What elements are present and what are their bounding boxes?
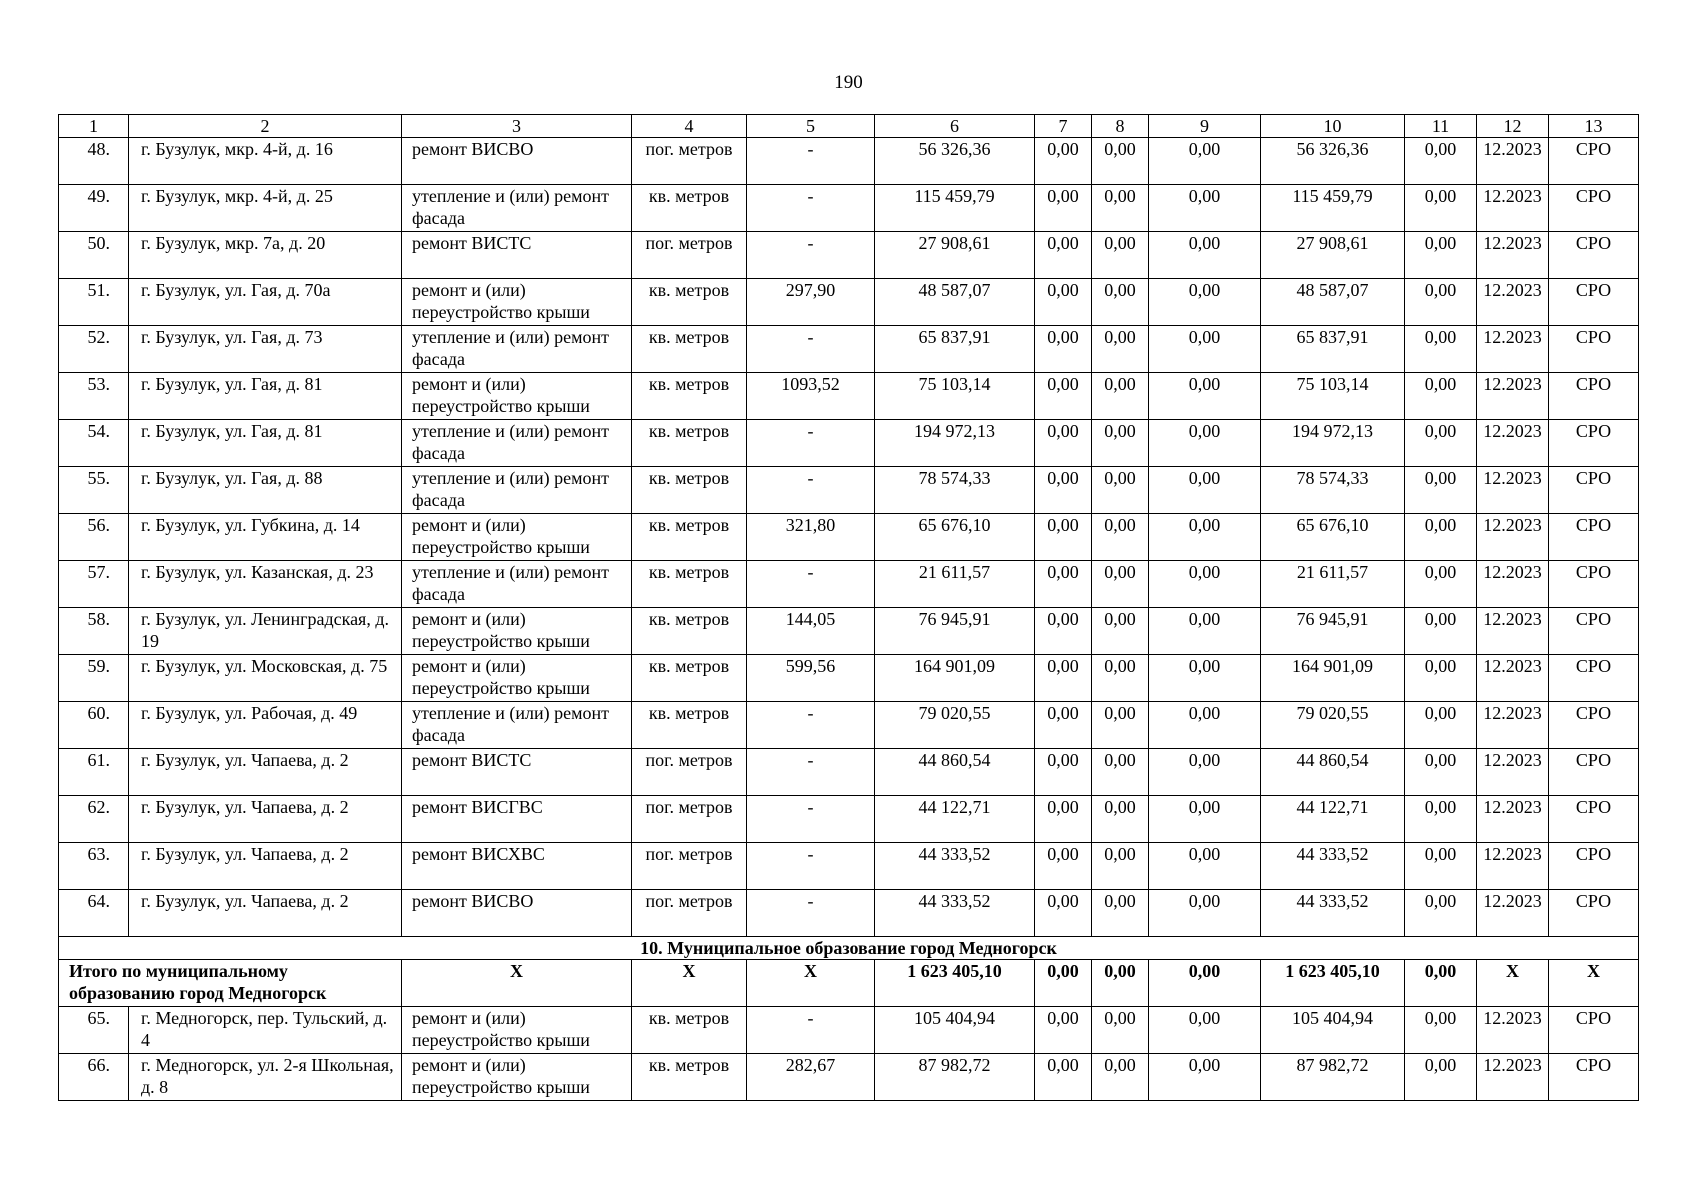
table-cell-c9: 0,00 (1149, 1054, 1261, 1101)
table-cell-n: 64. (59, 890, 129, 937)
table-cell-work: утепление и (или) ремонт фасада (402, 185, 632, 232)
table-cell-work: ремонт ВИСТС (402, 232, 632, 279)
table-cell-c10: 105 404,94 (1261, 1007, 1405, 1054)
table-cell-unit: кв. метров (632, 655, 747, 702)
table-cell-addr: г. Бузулук, ул. Губкина, д. 14 (129, 514, 402, 561)
table-cell-c13: СРО (1549, 608, 1639, 655)
table-cell-area: - (747, 1007, 875, 1054)
table-cell-c7: 0,00 (1035, 326, 1092, 373)
table-cell-unit: пог. метров (632, 796, 747, 843)
table-cell-c8: 0,00 (1092, 514, 1149, 561)
table-cell-c6: 21 611,57 (875, 561, 1035, 608)
table-cell-c10: 48 587,07 (1261, 279, 1405, 326)
table-cell-n: 51. (59, 279, 129, 326)
table-cell-addr: г. Бузулук, ул. Казанская, д. 23 (129, 561, 402, 608)
table-cell-c7: 0,00 (1035, 420, 1092, 467)
table-row (59, 1054, 1639, 1101)
table-cell-c9: 0,00 (1149, 420, 1261, 467)
column-header: 11 (1405, 115, 1477, 138)
table-cell-work: утепление и (или) ремонт фасада (402, 420, 632, 467)
table-cell-c9: 0,00 (1149, 608, 1261, 655)
table-cell-c8: 0,00 (1092, 561, 1149, 608)
table-cell-area: - (747, 467, 875, 514)
table-cell-c10: 194 972,13 (1261, 420, 1405, 467)
table-cell-area: - (747, 749, 875, 796)
table-cell-c10: 21 611,57 (1261, 561, 1405, 608)
table-cell-work: ремонт и (или) переустройство крыши (402, 279, 632, 326)
table-cell-work: ремонт и (или) переустройство крыши (402, 655, 632, 702)
table-cell-c8: 0,00 (1092, 326, 1149, 373)
total-cell-c3: X (402, 960, 632, 1007)
table-cell-c13: СРО (1549, 185, 1639, 232)
column-header: 12 (1477, 115, 1549, 138)
table-cell-c10: 27 908,61 (1261, 232, 1405, 279)
table-cell-n: 53. (59, 373, 129, 420)
table-cell-c13: СРО (1549, 1007, 1639, 1054)
column-header: 6 (875, 115, 1035, 138)
table-cell-c12: 12.2023 (1477, 232, 1549, 279)
table-cell-c11: 0,00 (1405, 326, 1477, 373)
table-cell-c6: 48 587,07 (875, 279, 1035, 326)
table-cell-c9: 0,00 (1149, 702, 1261, 749)
table-cell-c7: 0,00 (1035, 749, 1092, 796)
table-cell-area: - (747, 185, 875, 232)
table-cell-c7: 0,00 (1035, 843, 1092, 890)
table-cell-c13: СРО (1549, 232, 1639, 279)
table-cell-c10: 75 103,14 (1261, 373, 1405, 420)
table-cell-c6: 87 982,72 (875, 1054, 1035, 1101)
table-cell-c11: 0,00 (1405, 514, 1477, 561)
table-cell-c7: 0,00 (1035, 373, 1092, 420)
table-row (59, 185, 1639, 232)
table-cell-c6: 164 901,09 (875, 655, 1035, 702)
table-cell-area: - (747, 326, 875, 373)
section-header-row (59, 937, 1639, 960)
table-cell-c6: 75 103,14 (875, 373, 1035, 420)
table-cell-c11: 0,00 (1405, 373, 1477, 420)
table-cell-c10: 65 837,91 (1261, 326, 1405, 373)
table-row (59, 514, 1639, 561)
table-cell-n: 61. (59, 749, 129, 796)
table-cell-c6: 76 945,91 (875, 608, 1035, 655)
table-cell-work: утепление и (или) ремонт фасада (402, 467, 632, 514)
table-cell-c11: 0,00 (1405, 232, 1477, 279)
table-cell-addr: г. Бузулук, мкр. 4-й, д. 25 (129, 185, 402, 232)
table-cell-work: ремонт ВИСГВС (402, 796, 632, 843)
table-cell-area: 282,67 (747, 1054, 875, 1101)
table-cell-c9: 0,00 (1149, 326, 1261, 373)
table-cell-c13: СРО (1549, 420, 1639, 467)
table-cell-c9: 0,00 (1149, 514, 1261, 561)
table-cell-n: 62. (59, 796, 129, 843)
table-cell-c11: 0,00 (1405, 1007, 1477, 1054)
table-row (59, 420, 1639, 467)
total-cell-c8: 0,00 (1092, 960, 1149, 1007)
table-cell-c12: 12.2023 (1477, 326, 1549, 373)
table-cell-area: - (747, 702, 875, 749)
table-cell-c9: 0,00 (1149, 843, 1261, 890)
table-cell-addr: г. Медногорск, ул. 2-я Школьная, д. 8 (129, 1054, 402, 1101)
table-cell-unit: пог. метров (632, 890, 747, 937)
table-cell-c7: 0,00 (1035, 702, 1092, 749)
table-cell-work: ремонт и (или) переустройство крыши (402, 608, 632, 655)
table-cell-unit: пог. метров (632, 232, 747, 279)
table-cell-c7: 0,00 (1035, 185, 1092, 232)
table-cell-c12: 12.2023 (1477, 373, 1549, 420)
table-row (59, 279, 1639, 326)
table-cell-c12: 12.2023 (1477, 1007, 1549, 1054)
table-cell-c13: СРО (1549, 467, 1639, 514)
table-cell-c7: 0,00 (1035, 1007, 1092, 1054)
table-cell-c6: 27 908,61 (875, 232, 1035, 279)
table-cell-c6: 78 574,33 (875, 467, 1035, 514)
table-cell-addr: г. Бузулук, мкр. 4-й, д. 16 (129, 138, 402, 185)
table-cell-c8: 0,00 (1092, 749, 1149, 796)
table-cell-c6: 65 837,91 (875, 326, 1035, 373)
table-cell-c9: 0,00 (1149, 138, 1261, 185)
table-cell-area: - (747, 138, 875, 185)
table-cell-c9: 0,00 (1149, 561, 1261, 608)
table-cell-n: 63. (59, 843, 129, 890)
table-cell-addr: г. Бузулук, ул. Гая, д. 81 (129, 420, 402, 467)
table-cell-c9: 0,00 (1149, 655, 1261, 702)
table-cell-addr: г. Бузулук, ул. Чапаева, д. 2 (129, 843, 402, 890)
column-header: 8 (1092, 115, 1149, 138)
table-cell-c7: 0,00 (1035, 232, 1092, 279)
table-cell-addr: г. Бузулук, ул. Гая, д. 73 (129, 326, 402, 373)
table-cell-c12: 12.2023 (1477, 890, 1549, 937)
table-row (59, 608, 1639, 655)
table-cell-c7: 0,00 (1035, 138, 1092, 185)
table-cell-c9: 0,00 (1149, 796, 1261, 843)
table-cell-c8: 0,00 (1092, 890, 1149, 937)
table-cell-unit: кв. метров (632, 561, 747, 608)
table-cell-c6: 44 122,71 (875, 796, 1035, 843)
table-cell-c6: 79 020,55 (875, 702, 1035, 749)
table-cell-c8: 0,00 (1092, 843, 1149, 890)
table-cell-work: ремонт и (или) переустройство крыши (402, 514, 632, 561)
table-cell-c6: 44 333,52 (875, 843, 1035, 890)
column-header: 7 (1035, 115, 1092, 138)
table-cell-unit: кв. метров (632, 608, 747, 655)
total-label: Итого по муниципальному образованию город Медногорск (59, 960, 402, 1007)
table-row (59, 326, 1639, 373)
table-cell-area: - (747, 843, 875, 890)
table-cell-unit: кв. метров (632, 420, 747, 467)
table-cell-c6: 44 860,54 (875, 749, 1035, 796)
table-cell-c11: 0,00 (1405, 749, 1477, 796)
table-cell-c13: СРО (1549, 702, 1639, 749)
table-cell-c8: 0,00 (1092, 138, 1149, 185)
column-header: 9 (1149, 115, 1261, 138)
table-cell-unit: кв. метров (632, 326, 747, 373)
table-cell-c6: 194 972,13 (875, 420, 1035, 467)
table-cell-c11: 0,00 (1405, 796, 1477, 843)
table-row (59, 467, 1639, 514)
table-cell-c11: 0,00 (1405, 279, 1477, 326)
page-number: 190 (834, 72, 863, 93)
table-cell-c7: 0,00 (1035, 514, 1092, 561)
table-cell-c11: 0,00 (1405, 1054, 1477, 1101)
total-row (59, 960, 1639, 1007)
table-cell-c8: 0,00 (1092, 232, 1149, 279)
table-cell-unit: кв. метров (632, 1054, 747, 1101)
table-cell-c10: 164 901,09 (1261, 655, 1405, 702)
table-cell-addr: г. Бузулук, ул. Московская, д. 75 (129, 655, 402, 702)
table-cell-c6: 65 676,10 (875, 514, 1035, 561)
table-cell-c12: 12.2023 (1477, 420, 1549, 467)
table-cell-c8: 0,00 (1092, 420, 1149, 467)
table-cell-c7: 0,00 (1035, 279, 1092, 326)
table-cell-c11: 0,00 (1405, 420, 1477, 467)
table-row (59, 843, 1639, 890)
table-cell-work: ремонт ВИСТС (402, 749, 632, 796)
table-cell-n: 52. (59, 326, 129, 373)
table-cell-n: 60. (59, 702, 129, 749)
table-cell-c7: 0,00 (1035, 655, 1092, 702)
table-cell-c12: 12.2023 (1477, 702, 1549, 749)
table-cell-c13: СРО (1549, 279, 1639, 326)
table-cell-c13: СРО (1549, 514, 1639, 561)
table-cell-unit: кв. метров (632, 702, 747, 749)
table-cell-c13: СРО (1549, 326, 1639, 373)
table-cell-c10: 56 326,36 (1261, 138, 1405, 185)
table-cell-c7: 0,00 (1035, 890, 1092, 937)
table-cell-area: 321,80 (747, 514, 875, 561)
table-cell-c11: 0,00 (1405, 702, 1477, 749)
table-cell-c7: 0,00 (1035, 1054, 1092, 1101)
table-cell-c13: СРО (1549, 749, 1639, 796)
table-cell-c11: 0,00 (1405, 843, 1477, 890)
table-cell-c12: 12.2023 (1477, 749, 1549, 796)
table-cell-n: 49. (59, 185, 129, 232)
table-cell-c12: 12.2023 (1477, 608, 1549, 655)
table-cell-c11: 0,00 (1405, 138, 1477, 185)
table-cell-c12: 12.2023 (1477, 796, 1549, 843)
table-cell-c7: 0,00 (1035, 608, 1092, 655)
table-cell-c8: 0,00 (1092, 1054, 1149, 1101)
table-cell-addr: г. Бузулук, ул. Гая, д. 88 (129, 467, 402, 514)
table-cell-unit: пог. метров (632, 138, 747, 185)
table-row (59, 373, 1639, 420)
table-cell-c9: 0,00 (1149, 467, 1261, 514)
table-cell-n: 66. (59, 1054, 129, 1101)
table-cell-addr: г. Бузулук, ул. Чапаева, д. 2 (129, 796, 402, 843)
table-cell-c12: 12.2023 (1477, 561, 1549, 608)
table-cell-c10: 78 574,33 (1261, 467, 1405, 514)
table-cell-addr: г. Бузулук, ул. Гая, д. 81 (129, 373, 402, 420)
total-cell-c9: 0,00 (1149, 960, 1261, 1007)
table-cell-c8: 0,00 (1092, 1007, 1149, 1054)
column-header: 4 (632, 115, 747, 138)
table-cell-c8: 0,00 (1092, 796, 1149, 843)
table-cell-c11: 0,00 (1405, 890, 1477, 937)
table-row (59, 232, 1639, 279)
table-cell-n: 55. (59, 467, 129, 514)
total-cell-c10: 1 623 405,10 (1261, 960, 1405, 1007)
table-row (59, 702, 1639, 749)
table-cell-c11: 0,00 (1405, 561, 1477, 608)
table-cell-area: 144,05 (747, 608, 875, 655)
table-cell-n: 59. (59, 655, 129, 702)
table-cell-area: - (747, 890, 875, 937)
table-cell-c13: СРО (1549, 796, 1639, 843)
table-cell-c8: 0,00 (1092, 279, 1149, 326)
table-cell-c10: 79 020,55 (1261, 702, 1405, 749)
table-cell-unit: кв. метров (632, 1007, 747, 1054)
table-cell-c12: 12.2023 (1477, 138, 1549, 185)
table-cell-area: - (747, 561, 875, 608)
table-cell-c12: 12.2023 (1477, 514, 1549, 561)
table-cell-c12: 12.2023 (1477, 1054, 1549, 1101)
table-cell-c10: 76 945,91 (1261, 608, 1405, 655)
table-cell-c12: 12.2023 (1477, 843, 1549, 890)
table-cell-work: утепление и (или) ремонт фасада (402, 561, 632, 608)
total-cell-c11: 0,00 (1405, 960, 1477, 1007)
table-cell-c8: 0,00 (1092, 373, 1149, 420)
table-cell-c11: 0,00 (1405, 655, 1477, 702)
table-cell-area: 599,56 (747, 655, 875, 702)
table-cell-c10: 65 676,10 (1261, 514, 1405, 561)
table-cell-unit: кв. метров (632, 373, 747, 420)
table-cell-c9: 0,00 (1149, 185, 1261, 232)
table-cell-work: ремонт ВИСХВС (402, 843, 632, 890)
table-cell-c11: 0,00 (1405, 608, 1477, 655)
table-cell-n: 50. (59, 232, 129, 279)
table-cell-c11: 0,00 (1405, 185, 1477, 232)
table-cell-addr: г. Бузулук, ул. Гая, д. 70а (129, 279, 402, 326)
table-row (59, 561, 1639, 608)
table-cell-c13: СРО (1549, 138, 1639, 185)
table-cell-c8: 0,00 (1092, 185, 1149, 232)
table-row (59, 138, 1639, 185)
table-cell-unit: кв. метров (632, 467, 747, 514)
table-cell-c11: 0,00 (1405, 467, 1477, 514)
table-cell-c10: 115 459,79 (1261, 185, 1405, 232)
total-cell-c12: X (1477, 960, 1549, 1007)
total-cell-c7: 0,00 (1035, 960, 1092, 1007)
table-cell-work: ремонт и (или) переустройство крыши (402, 1054, 632, 1101)
total-cell-c4: X (632, 960, 747, 1007)
table-cell-c12: 12.2023 (1477, 279, 1549, 326)
column-number-header-row (59, 115, 1639, 138)
total-cell-c13: X (1549, 960, 1639, 1007)
table-cell-work: ремонт и (или) переустройство крыши (402, 1007, 632, 1054)
table-cell-area: 297,90 (747, 279, 875, 326)
table-cell-area: - (747, 420, 875, 467)
table-cell-c9: 0,00 (1149, 1007, 1261, 1054)
table-cell-addr: г. Бузулук, ул. Чапаева, д. 2 (129, 749, 402, 796)
column-header: 13 (1549, 115, 1639, 138)
table-cell-n: 48. (59, 138, 129, 185)
table-cell-c10: 44 333,52 (1261, 843, 1405, 890)
table-cell-work: утепление и (или) ремонт фасада (402, 326, 632, 373)
table-cell-n: 58. (59, 608, 129, 655)
table-cell-c9: 0,00 (1149, 373, 1261, 420)
table-cell-c13: СРО (1549, 1054, 1639, 1101)
table-cell-addr: г. Бузулук, ул. Ленинградская, д. 19 (129, 608, 402, 655)
table-cell-c8: 0,00 (1092, 655, 1149, 702)
table-cell-area: - (747, 232, 875, 279)
section-title: 10. Муниципальное образование город Медногорск (59, 937, 1639, 960)
table-row (59, 1007, 1639, 1054)
table-cell-unit: кв. метров (632, 279, 747, 326)
table-cell-c12: 12.2023 (1477, 655, 1549, 702)
table-cell-area: 1093,52 (747, 373, 875, 420)
table-cell-work: ремонт и (или) переустройство крыши (402, 373, 632, 420)
total-cell-c6: 1 623 405,10 (875, 960, 1035, 1007)
table-cell-c13: СРО (1549, 890, 1639, 937)
table-cell-n: 57. (59, 561, 129, 608)
table-cell-c9: 0,00 (1149, 749, 1261, 796)
table-cell-c10: 44 333,52 (1261, 890, 1405, 937)
table-cell-area: - (747, 796, 875, 843)
table-cell-work: утепление и (или) ремонт фасада (402, 702, 632, 749)
table-cell-c10: 87 982,72 (1261, 1054, 1405, 1101)
table-cell-work: ремонт ВИСВО (402, 138, 632, 185)
column-header: 5 (747, 115, 875, 138)
table-cell-c13: СРО (1549, 655, 1639, 702)
table-cell-n: 65. (59, 1007, 129, 1054)
table-row (59, 655, 1639, 702)
table-cell-c13: СРО (1549, 373, 1639, 420)
table-cell-c10: 44 122,71 (1261, 796, 1405, 843)
table-cell-addr: г. Медногорск, пер. Тульский, д. 4 (129, 1007, 402, 1054)
table-cell-addr: г. Бузулук, ул. Чапаева, д. 2 (129, 890, 402, 937)
table-cell-c6: 115 459,79 (875, 185, 1035, 232)
table-cell-c9: 0,00 (1149, 232, 1261, 279)
table-cell-unit: кв. метров (632, 514, 747, 561)
table-cell-c6: 105 404,94 (875, 1007, 1035, 1054)
table-cell-c7: 0,00 (1035, 561, 1092, 608)
table-cell-n: 54. (59, 420, 129, 467)
table-cell-c6: 56 326,36 (875, 138, 1035, 185)
repair-schedule-table (58, 114, 1639, 1101)
table-cell-c6: 44 333,52 (875, 890, 1035, 937)
table-cell-n: 56. (59, 514, 129, 561)
column-header: 2 (129, 115, 402, 138)
table-cell-c12: 12.2023 (1477, 185, 1549, 232)
table-row (59, 890, 1639, 937)
column-header: 1 (59, 115, 129, 138)
table-cell-c9: 0,00 (1149, 279, 1261, 326)
table-cell-c12: 12.2023 (1477, 467, 1549, 514)
column-header: 10 (1261, 115, 1405, 138)
column-header: 3 (402, 115, 632, 138)
table-cell-addr: г. Бузулук, мкр. 7а, д. 20 (129, 232, 402, 279)
table-cell-unit: кв. метров (632, 185, 747, 232)
table-cell-work: ремонт ВИСВО (402, 890, 632, 937)
table-row (59, 749, 1639, 796)
table-cell-addr: г. Бузулук, ул. Рабочая, д. 49 (129, 702, 402, 749)
table-cell-unit: пог. метров (632, 749, 747, 796)
table-cell-c10: 44 860,54 (1261, 749, 1405, 796)
table-cell-c13: СРО (1549, 561, 1639, 608)
table-cell-c8: 0,00 (1092, 467, 1149, 514)
table-row (59, 796, 1639, 843)
table-cell-c9: 0,00 (1149, 890, 1261, 937)
total-cell-c5: X (747, 960, 875, 1007)
table-cell-c13: СРО (1549, 843, 1639, 890)
table-cell-c7: 0,00 (1035, 796, 1092, 843)
table-cell-c8: 0,00 (1092, 608, 1149, 655)
table-cell-c7: 0,00 (1035, 467, 1092, 514)
table-cell-unit: пог. метров (632, 843, 747, 890)
table-cell-c8: 0,00 (1092, 702, 1149, 749)
